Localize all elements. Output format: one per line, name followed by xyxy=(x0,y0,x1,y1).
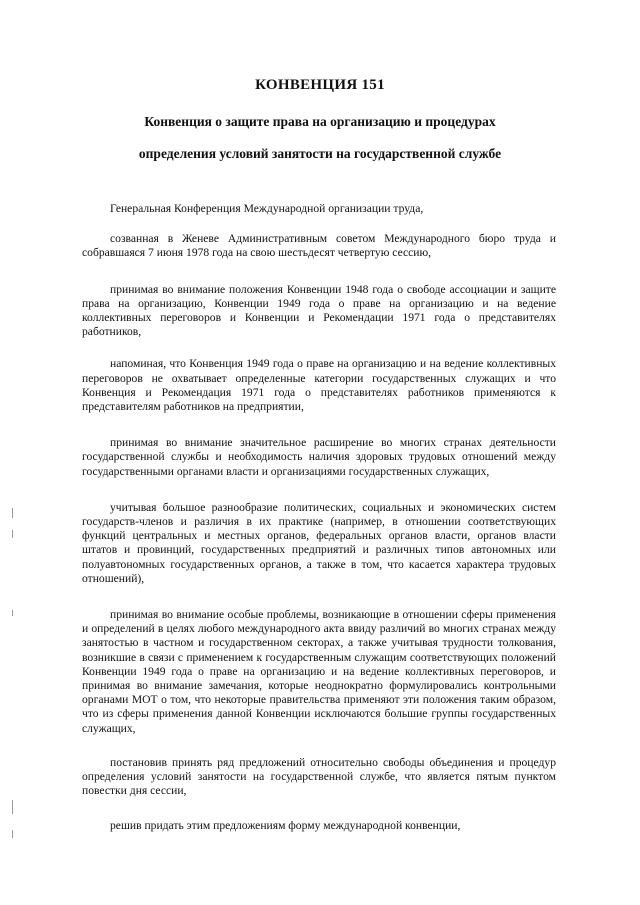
preamble-paragraph: решив придать этим предложениям форму международной конвенции, xyxy=(110,818,461,832)
preamble-paragraph: постановив принять ряд предложений относительно свободы объединения и процедур определения условий занятости на государственной службе, что является пятым пунктом повестки дня сессии, xyxy=(82,755,556,798)
document-subtitle-line-2: определения условий занятости на государственной службе xyxy=(138,146,502,161)
preamble-paragraph: Генеральная Конференция Международной организации труда, xyxy=(110,202,424,215)
document-subtitle-line-1: Конвенция о защите права на организацию и процедурах xyxy=(144,114,496,129)
document-body xyxy=(82,202,556,848)
preamble-paragraph: принимая во внимание положения Конвенции 1948 года о свободе ассоциации и защите права на организацию, Конвенции 1949 года о праве на организацию и на ведение коллективных переговоров и Конвенции и Рекомендации 1971 года о представителях работников, xyxy=(82,282,556,339)
preamble-paragraph: учитывая большое разнообразие политических, социальных и экономических систем государств-членов и различия в их практике (например, в отношении соответствующих функций центральных и местных органов, федеральных органов власти, органов власти штатов и провинций, государственных предприятий и различных типов автономных или полуавтономных государственных органов, а также в том, что касается характера трудовых отношений), xyxy=(82,500,556,585)
scan-margin-mark xyxy=(12,800,13,814)
preamble-paragraph: напоминая, что Конвенция 1949 года о праве на организацию и на ведение коллективных переговоров не охватывает определенные категории государственных служащих и что Конвенция и Рекомендация 1971 года о представителях работников применяются к представителям работников на предприятии, xyxy=(82,357,556,414)
preamble-paragraph: созванная в Женеве Административным советом Международного бюро труда и собравшаяся 7 июня 1978 года на свою шестьдесят четвертую сессию, xyxy=(82,232,556,260)
document-title: КОНВЕНЦИЯ 151 xyxy=(255,77,385,93)
preamble-paragraph: принимая во внимание особые проблемы, возникающие в отношении сферы применения и определений в целях любого международного акта ввиду различий во многих странах между занятостью в частном и государственном секторах, а также учитывая трудности толкования, возникшие в связи с применением к государственным служащим соответствующих положений Конвенции 1949 года о праве на организацию и на ведение коллективных переговоров, и принимая во внимание замечания, которые неоднократно формулировались контрольными органами МОТ о том, что некоторые правительства применяют эти положения таким образом, что из сферы применения данной Конвенции исключаются большие группы государственных служащих, xyxy=(82,608,556,735)
scan-margin-mark xyxy=(12,830,13,838)
scan-margin-mark xyxy=(12,530,13,538)
preamble-paragraph: принимая во внимание значительное расширение во многих странах деятельности государственной службы и необходимость наличия здоровых трудовых отношений между государственными органами власти и организациями государственных служащих, xyxy=(82,436,556,478)
scan-margin-mark xyxy=(12,508,13,518)
scan-margin-mark xyxy=(12,610,13,616)
